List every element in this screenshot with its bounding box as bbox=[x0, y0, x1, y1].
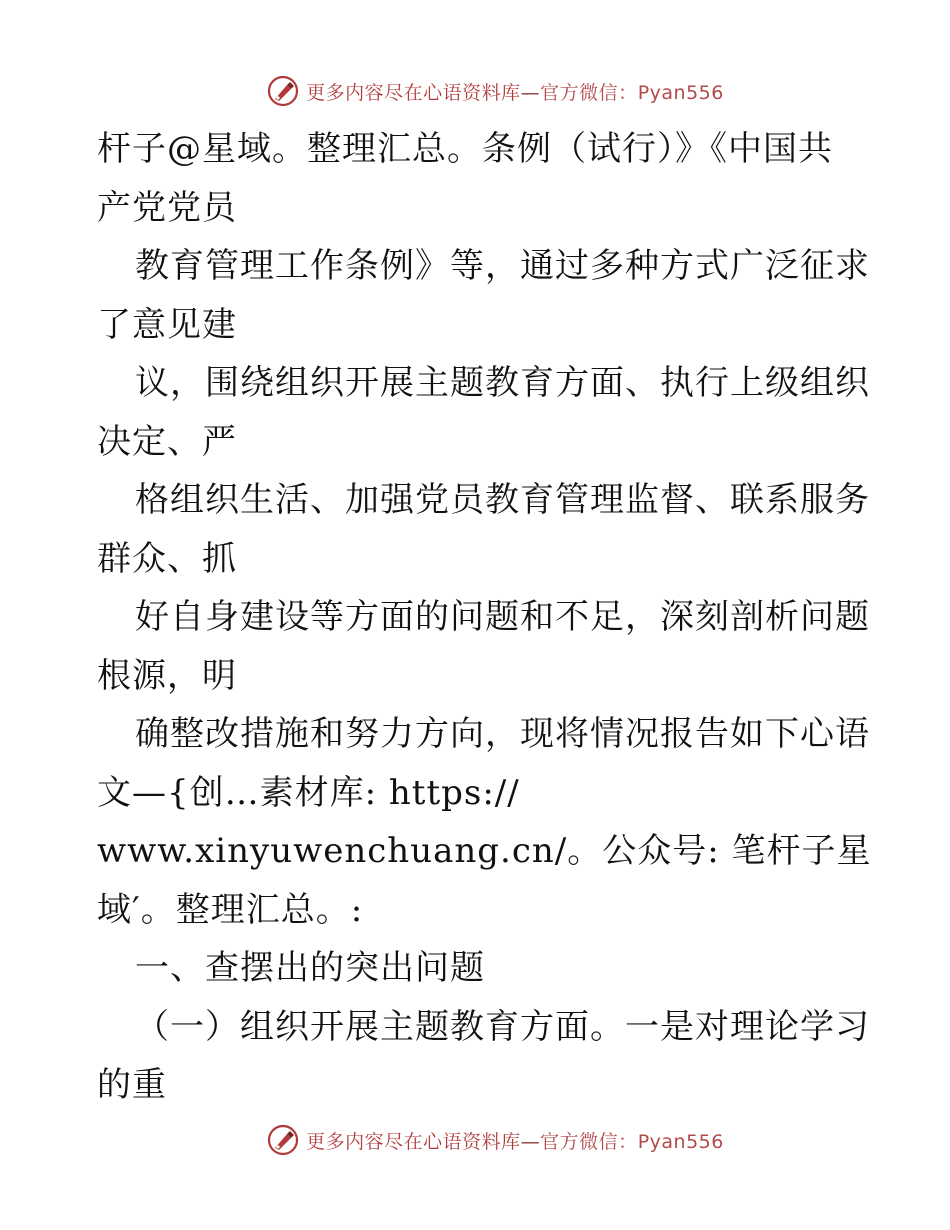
text-line: 教育管理工作条例》等，通过多种方式广泛征求 bbox=[135, 246, 870, 286]
text-line: 文—{创…素材库: https:// bbox=[97, 772, 520, 813]
subsection-heading: （一）组织开展主题教育方面。一是对理论学习 bbox=[135, 1006, 870, 1047]
watermark-text bbox=[306, 1127, 724, 1154]
section-heading: 一、查摆出的突出问题 bbox=[135, 948, 485, 988]
text-line: 决定、严 bbox=[97, 421, 237, 462]
text-line: 域′。整理汇总。: bbox=[97, 889, 364, 930]
text-line: 确整改措施和努力方向，现将情况报告如下心语 bbox=[135, 714, 870, 754]
text-line: 根源，明 bbox=[97, 655, 237, 696]
text-line: 的重 bbox=[97, 1065, 167, 1105]
watermark-wechat-id: Pyan556 bbox=[637, 81, 724, 104]
watermark-dash: — bbox=[520, 1130, 541, 1153]
text-line: 格组织生活、加强党员教育管理监督、联系服务 bbox=[135, 480, 870, 520]
watermark-wechat-label: 官方微信： bbox=[540, 81, 638, 104]
watermark-text bbox=[306, 78, 724, 105]
text-line: 了意见建 bbox=[97, 304, 237, 345]
text-line: 产党党员 bbox=[97, 187, 237, 228]
pen-nib-circle-icon bbox=[266, 1123, 300, 1157]
text-line: 杆子@星域。整理汇总。条例（试行）》《中国共 bbox=[97, 129, 833, 169]
header-watermark-banner bbox=[0, 71, 950, 111]
watermark-brand: 更多内容尽在心语资料库 bbox=[306, 1130, 521, 1153]
text-line: 好自身建设等方面的问题和不足，深刻剖析问题 bbox=[135, 597, 870, 637]
footer-watermark-banner bbox=[0, 1120, 950, 1160]
watermark-wechat-id: Pyan556 bbox=[637, 1130, 724, 1153]
pen-nib-circle-icon bbox=[266, 74, 300, 108]
text-line: 群众、抓 bbox=[97, 538, 237, 579]
watermark-brand: 更多内容尽在心语资料库 bbox=[306, 81, 521, 104]
text-line: 议，围绕组织开展主题教育方面、执行上级组织 bbox=[135, 363, 870, 403]
watermark-dash: — bbox=[520, 81, 541, 104]
document-body bbox=[97, 120, 877, 1115]
watermark-wechat-label: 官方微信： bbox=[540, 1130, 638, 1153]
text-line: www.xinyuwenchuang.cn/。公众号: 笔杆子星 bbox=[97, 831, 872, 871]
